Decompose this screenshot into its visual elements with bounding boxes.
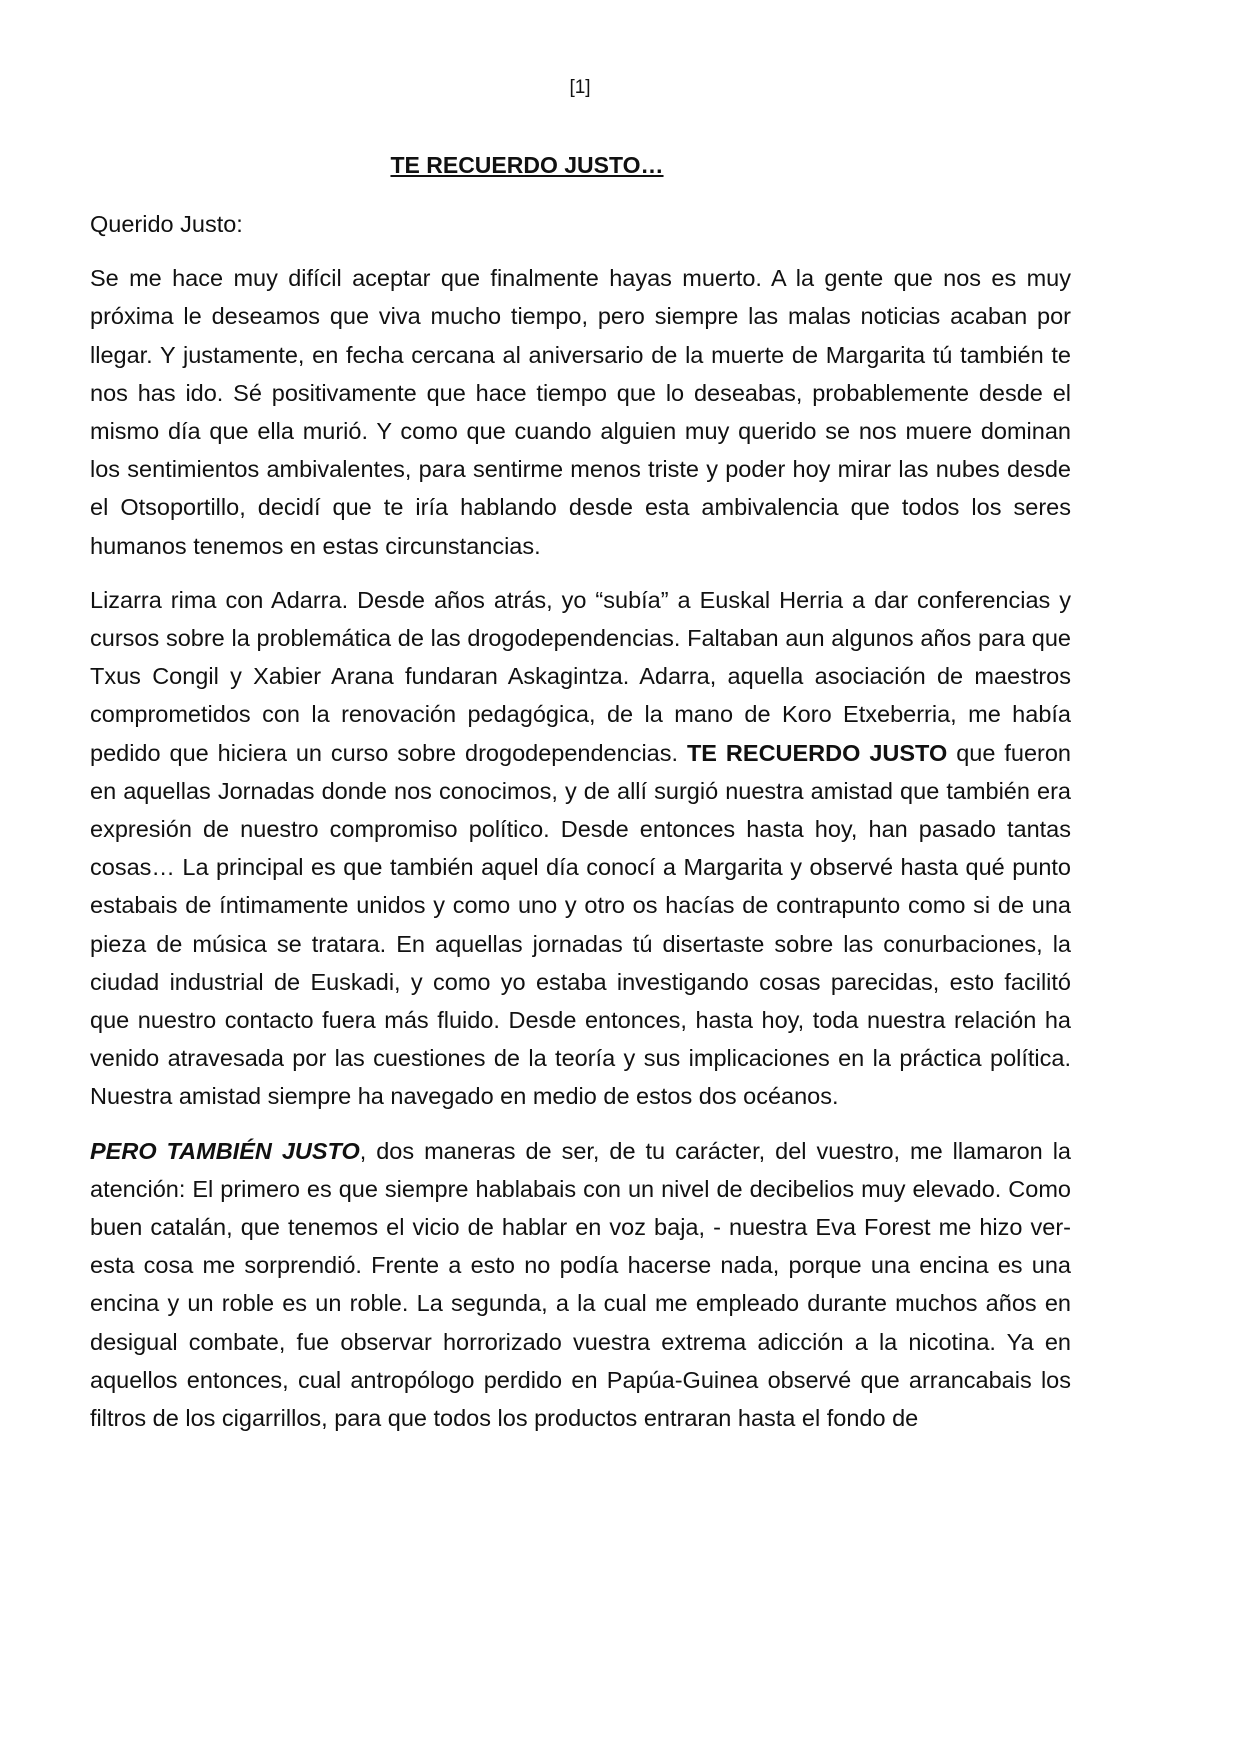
paragraph-3-text-after: , dos maneras de ser, de tu carácter, del vuestro, me llamaron la atención: El primero es que siempre hablabais con un nivel de decibelios muy elevado. Como buen catalán, que tenemos el vicio de hablar en voz baja, - nuestra Eva Forest me hizo ver- esta cosa me sorprendió. Frente a esto no podía hacerse nada, porque una encina es una encina y un roble es un roble. La segunda, a la cual me empleado durante muchos años en desigual combate, fue observar horrorizado vuestra extrema adicción a la nicotina. Ya en aquellos entonces, cual antropólogo perdido en Papúa-Guinea observé que arrancabais los filtros de los cigarrillos, para que todos los productos entraran hasta el fondo de [90, 1137, 1071, 1432]
salutation: Querido Justo: [90, 211, 243, 237]
paragraph-2-text-after: que fueron en aquellas Jornadas donde nos conocimos, y de allí surgió nuestra amistad que también era expresión de nuestro compromiso político. Desde entonces hasta hoy, han pasado tantas cosas… La principal es que también aquel día conocí a Margarita y observé hasta qué punto estabais de íntimamente unidos y como uno y otro os hacías de contrapunto como si de una pieza de música se tratara. En aquellas jornadas tú disertaste sobre las conurbaciones, la ciudad industrial de Euskadi, y como yo estaba investigando cosas parecidas, esto facilitó que nuestro contacto fuera más fluido. Desde entonces, hasta hoy, toda nuestra relación ha venido atravesada por las cuestiones de la teoría y sus implicaciones en la práctica política. Nuestra amistad siempre ha navegado en medio de estos dos océanos. [90, 739, 1072, 1110]
paragraph-2 [90, 581, 1071, 1116]
paragraph-2-emphasis: TE RECUERDO JUSTO [686, 739, 948, 766]
page-number: [1] [569, 77, 591, 98]
paragraph-3-emphasis: PERO TAMBIÉN JUSTO [90, 1137, 360, 1164]
paragraph-1: Se me hace muy difícil aceptar que finalmente hayas muerto. A la gente que nos es muy próxima le deseamos que viva mucho tiempo, pero siempre las malas noticias acaban por llegar. Y justamente, en fecha cercana al aniversario de la muerte de Margarita tú también te nos has ido. Sé positivamente que hace tiempo que lo deseabas, probablemente desde el mismo día que ella murió. Y como que cuando alguien muy querido se nos muere dominan los sentimientos ambivalentes, para sentirme menos triste y poder hoy mirar las nubes desde el Otsoportillo, decidí que te iría hablando desde esta ambivalencia que todos los seres humanos tenemos en estas circunstancias. [90, 265, 1071, 559]
paragraph-3 [90, 1132, 1071, 1438]
letter-title: TE RECUERDO JUSTO… [390, 152, 664, 178]
letter-body [90, 205, 1071, 1453]
paragraph-2-text-before: Lizarra rima con Adarra. Desde años atrás, yo “subía” a Euskal Herria a dar conferencias y cursos sobre la problemática de las drogodependencias. Faltaban aun algunos años para que Txus Congil y Xabier Arana fundaran Askagintza. Adarra, aquella asociación de maestros comprometidos con la renovación pedagógica, de la mano de Koro Etxeberria, me había pedido que hiciera un curso sobre drogodependencias. [90, 586, 1071, 766]
